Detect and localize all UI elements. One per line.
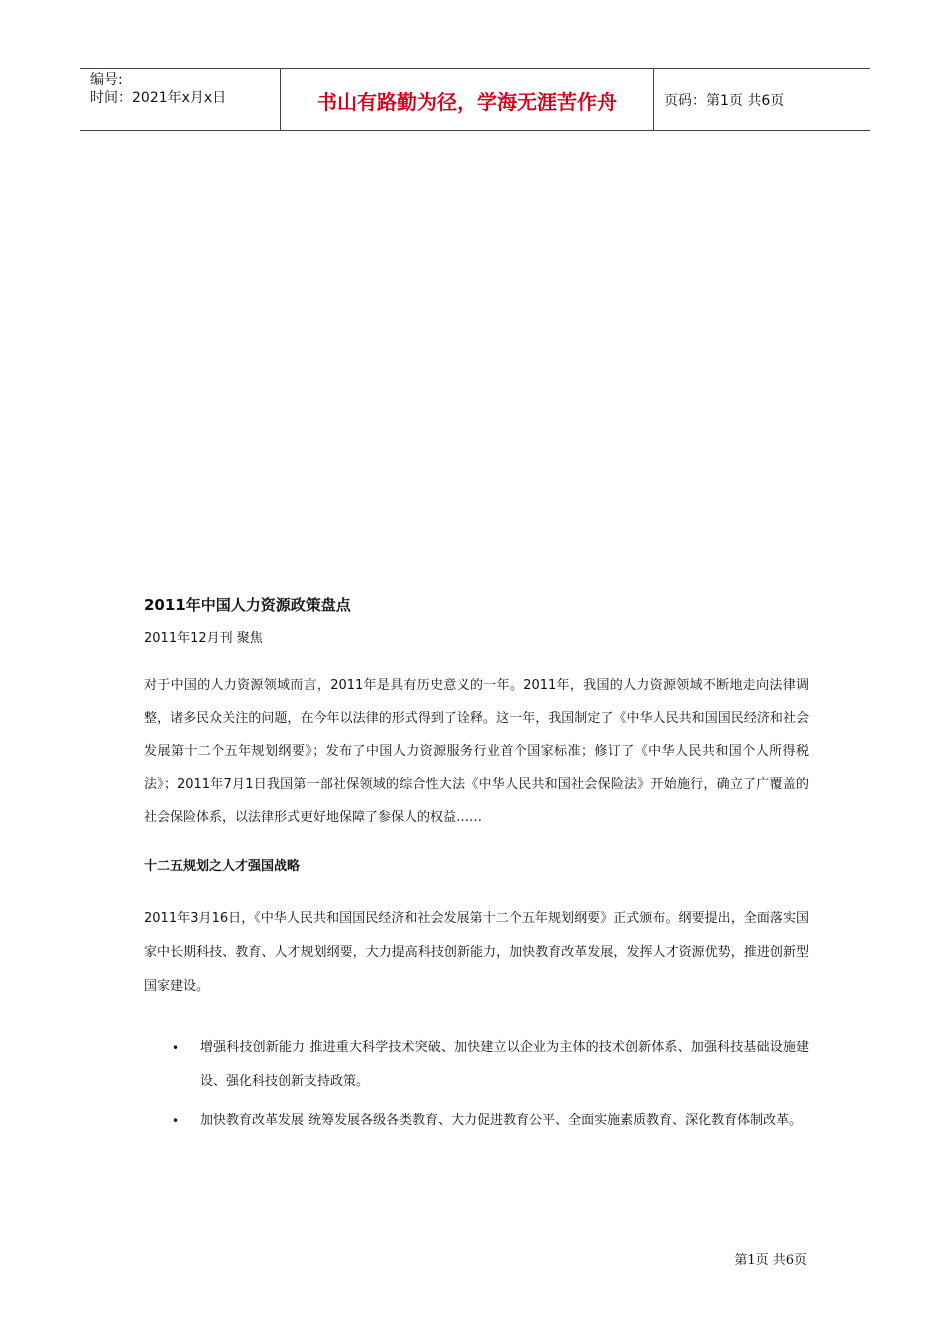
list-item: [144, 1104, 809, 1138]
list-item-text: 加快教育改革发展 统筹发展各级各类教育、大力促进教育公平、全面实施素质教育、深化教育体制改革。: [200, 1113, 803, 1128]
document-number-label: 编号:: [90, 72, 123, 88]
article-title: 2011年中国人力资源政策盘点: [144, 596, 351, 614]
list-item-text: 增强科技创新能力 推进重大科学技术突破、加快建立以企业为主体的技术创新体系、加强科技基础设施建设、强化科技创新支持政策。: [200, 1040, 809, 1089]
list-item: [144, 1031, 809, 1099]
document-time-label: 时间：2021年x月x日: [90, 90, 227, 106]
header-motto: 书山有路勤为径，学海无涯苦作舟: [281, 69, 654, 130]
page-header: [80, 68, 870, 131]
bullet-list: [144, 1031, 809, 1138]
bullet-icon: •: [172, 1041, 180, 1055]
bullet-icon: •: [172, 1114, 180, 1128]
page-footer: 第1页 共6页: [734, 1253, 807, 1268]
header-meta: [80, 69, 281, 130]
article-subtitle: 2011年12月刊 聚焦: [144, 631, 263, 646]
intro-paragraph: 对于中国的人力资源领域而言，2011年是具有历史意义的一年。2011年，我国的人力资源领域不断地走向法律调整，诸多民众关注的问题，在今年以法律的形式得到了诠释。这一年，我国制定了《中华人民共和国国民经济和社会发展第十二个五年规划纲要》；发布了中国人力资源服务行业首个国家标准；修订了《中华人民共和国个人所得税法》；2011年7月1日我国第一部社保领域的综合性大法《中华人民共和国社会保险法》开始施行，确立了广覆盖的社会保险体系，以法律形式更好地保障了参保人的权益……: [144, 678, 809, 825]
section-heading: 十二五规划之人才强国战略: [144, 859, 301, 874]
section-paragraph: 2011年3月16日，《中华人民共和国国民经济和社会发展第十二个五年规划纲要》正式颁布。纲要提出，全面落实国家中长期科技、教育、人才规划纲要，大力提高科技创新能力，加快教育改革发展，发挥人才资源优势，推进创新型国家建设。: [144, 911, 809, 994]
header-page-info: 页码：第1页 共6页: [664, 92, 785, 109]
article-body: [144, 594, 809, 1143]
